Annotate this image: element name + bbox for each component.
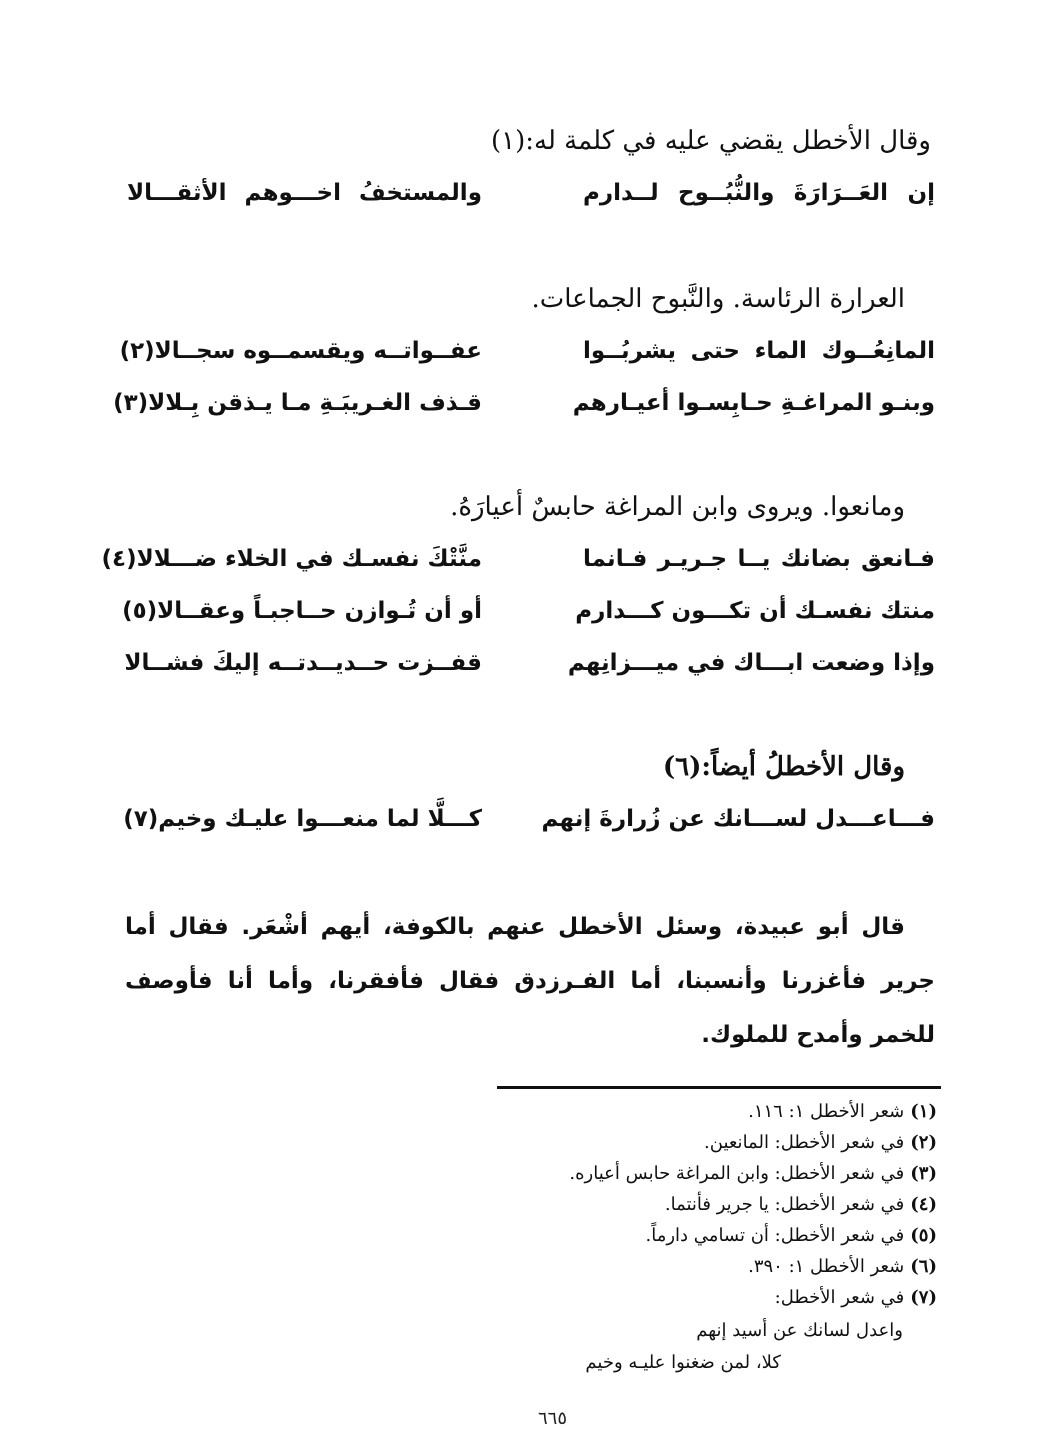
verse-1 <box>127 180 935 224</box>
verse-2 <box>119 338 935 382</box>
prose-line: قال أبو عبيدة، وسئل الأخطل عنهم بالكوفة، أيهم أشْعَر. فقال أما <box>125 914 905 940</box>
footnote-quote-line-1: واعدل لسانك عن أسيد إنهم <box>696 1320 903 1341</box>
verse-3 <box>113 390 935 434</box>
verse-3-hemistich-2: قـذف الغـريبَـةِ مـا يـذقن بِـلالا(٣) <box>113 390 482 416</box>
verse-2-hemistich-1: المانِعُــوك الماء حتى يشربُــوا <box>583 338 935 364</box>
verse-7 <box>123 806 935 850</box>
prose-line: للخمر وأمدح للملوك. <box>701 1022 935 1048</box>
verse-7-hemistich-2: كـــلَّا لما منعـــوا عليـك وخيم(٧) <box>123 806 482 832</box>
footnote-quote-line-2: كلا، لمن ضغنوا عليـه وخيم <box>585 1352 781 1373</box>
page-number: ٦٦٥ <box>538 1408 568 1429</box>
footnotes <box>417 1096 937 1313</box>
verse-3-hemistich-1: وبنـو المراغـةِ حـابِسـوا أعيـارهم <box>572 390 935 416</box>
footnote-3: (٣)في شعر الأخطل: وابن المراغة حابس أعياره. <box>569 1163 937 1184</box>
intro-line-2: وقال الأخطلُ أيضاً:(٦) <box>662 752 905 782</box>
verse-5-hemistich-1: منتك نفسـك أن تكـــون كـــدارم <box>575 598 935 624</box>
verse-2-hemistich-2: عفــواتــه ويقسمــوه سجــالا(٢) <box>119 338 482 364</box>
verse-4-hemistich-1: فـانعق بضانك يــا جـريـر فـانما <box>583 546 935 572</box>
verse-4 <box>101 546 935 590</box>
footnote-1: (١)شعر الأخطل ١: ١١٦. <box>748 1101 937 1122</box>
intro-line-1: وقال الأخطل يقضي عليه في كلمة له:(١) <box>491 126 931 156</box>
verse-7-hemistich-1: فـــاعـــدل لســـانك عن زُرارةَ إنهم <box>541 806 935 832</box>
verse-1-hemistich-1: إن العَــرَارَةَ والنُّبُــوح لــدارم <box>583 180 935 206</box>
verse-5 <box>122 598 935 642</box>
footnote-separator <box>497 1086 941 1089</box>
footnote-5: (٥)في شعر الأخطل: أن تسامي دارماً. <box>645 1225 937 1246</box>
gloss-2: ومانعوا. ويروى وابن المراغة حابسٌ أعيارَهُ. <box>450 492 905 522</box>
footnote-6: (٦)شعر الأخطل ١: ٣٩٠. <box>748 1256 937 1277</box>
verse-1-hemistich-2: والمستخفُ اخـــوهم الأثقـــالا <box>127 180 482 206</box>
footnote-7: (٧)في شعر الأخطل: <box>774 1287 937 1308</box>
footnote-2: (٢)في شعر الأخطل: المانعين. <box>704 1132 937 1153</box>
verse-6-hemistich-1: وإذا وضعت ابـــاك في ميـــزانِهم <box>567 650 935 676</box>
verse-4-hemistich-2: منَّتْكَ نفسـك في الخلاء ضـــلالا(٤) <box>101 546 482 572</box>
gloss-1: العرارة الرئاسة. والنَّبوح الجماعات. <box>531 284 905 314</box>
prose-paragraph <box>125 900 935 1062</box>
footnote-4: (٤)في شعر الأخطل: يا جرير فأنتما. <box>664 1194 937 1215</box>
verse-5-hemistich-2: أو أن تُـوازن حــاجبـاً وعقــالا(٥) <box>122 598 482 624</box>
verse-6 <box>124 650 935 694</box>
verse-6-hemistich-2: قفــزت حــديــدتــه إليكَ فشــالا <box>124 650 482 676</box>
prose-line: جرير فأغزرنا وأنسبنا، أما الفـرزدق فقال فأفقرنا، وأما أنا فأوصف <box>125 968 935 994</box>
